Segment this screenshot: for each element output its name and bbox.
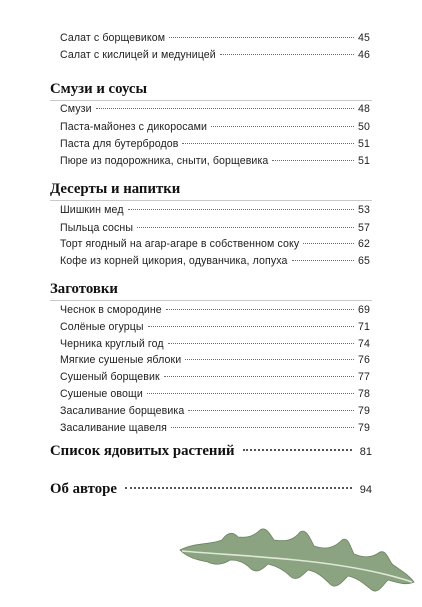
toc-entry — [60, 421, 370, 435]
toc-chapter-page: 94 — [359, 484, 372, 496]
toc-entry-title: Смузи — [60, 103, 92, 115]
section-heading: Десерты и напитки — [50, 181, 181, 197]
toc-chapter-entry — [50, 442, 372, 461]
dot-leader — [185, 359, 354, 360]
toc-entry — [60, 337, 370, 351]
toc-entry — [60, 237, 370, 251]
dot-leader — [128, 209, 354, 210]
dot-leader — [125, 487, 352, 489]
toc-entry-title: Шишкин мед — [60, 204, 124, 216]
dandelion-leaf-illustration — [176, 520, 416, 600]
toc-entry-page: 76 — [358, 354, 370, 366]
toc-entry — [60, 102, 370, 116]
dot-leader — [164, 376, 354, 377]
toc-chapter-page: 81 — [359, 446, 372, 458]
toc-entry-page: 46 — [358, 49, 370, 61]
toc-entry-page: 74 — [358, 338, 370, 350]
toc-entry — [60, 221, 370, 235]
toc-entry-page: 45 — [358, 32, 370, 44]
toc-entry-title: Торт ягодный на агар-агаре в собственном соку — [60, 238, 300, 250]
toc-entry-title: Салат с кислицей и медуницей — [60, 49, 216, 61]
dot-leader — [303, 243, 354, 244]
toc-entry-page: 53 — [358, 204, 370, 216]
section-heading: Смузи и соусы — [50, 81, 148, 97]
toc-entry — [60, 48, 370, 62]
toc-entry-title: Чеснок в смородине — [60, 304, 162, 316]
toc-chapter-title: Об авторе — [50, 481, 117, 497]
toc-entry — [60, 254, 370, 268]
dot-leader — [171, 427, 354, 428]
toc-entry-title: Пыльца сосны — [60, 222, 134, 234]
dot-leader — [137, 227, 354, 228]
dot-leader — [243, 449, 352, 451]
toc-chapter-entry — [50, 480, 372, 499]
toc-entry-title: Засаливание щавеля — [60, 422, 167, 434]
toc-chapter-title: Список ядовитых растений — [50, 443, 235, 459]
toc-entry — [60, 404, 370, 418]
toc-entry-page: 71 — [358, 321, 370, 333]
toc-entry-page: 77 — [358, 371, 370, 383]
toc-entry-title: Паста для бутербродов — [60, 138, 179, 150]
section-divider — [50, 200, 372, 201]
dot-leader — [168, 343, 354, 344]
toc-entry — [60, 120, 370, 134]
toc-entry — [60, 303, 370, 317]
toc-entry-title: Мягкие сушеные яблоки — [60, 354, 182, 366]
toc-entry-page: 57 — [358, 222, 370, 234]
section-divider — [50, 100, 372, 101]
toc-entry-page: 79 — [358, 422, 370, 434]
dot-leader — [148, 326, 354, 327]
toc-entry-title: Засаливание борщевика — [60, 405, 185, 417]
section-heading: Заготовки — [50, 281, 118, 297]
dot-leader — [220, 54, 354, 55]
dot-leader — [147, 393, 354, 394]
toc-entry — [60, 353, 370, 367]
toc-entry-page: 50 — [358, 121, 370, 133]
toc-entry-title: Паста-майонез с дикоросами — [60, 121, 208, 133]
toc-entry-page: 48 — [358, 103, 370, 115]
dot-leader — [188, 410, 354, 411]
toc-entry-title: Пюре из подорожника, сныти, борщевика — [60, 155, 269, 167]
dot-leader — [166, 309, 354, 310]
toc-entry-title: Сушеные овощи — [60, 388, 143, 400]
toc-entry-page: 65 — [358, 255, 370, 267]
toc-entry — [60, 370, 370, 384]
toc-entry — [60, 203, 370, 217]
section-divider — [50, 300, 372, 301]
dot-leader — [272, 160, 354, 161]
toc-entry-title: Черника круглый год — [60, 338, 164, 350]
dot-leader — [211, 126, 354, 127]
toc-entry-title: Солёные огурцы — [60, 321, 144, 333]
dot-leader — [96, 108, 354, 109]
toc-entry-page: 51 — [358, 155, 370, 167]
dot-leader — [292, 260, 355, 261]
toc-entry-page: 69 — [358, 304, 370, 316]
toc-entry-title: Салат с борщевиком — [60, 32, 166, 44]
toc-entry — [60, 31, 370, 45]
dot-leader — [169, 37, 354, 38]
toc-entry-page: 78 — [358, 388, 370, 400]
toc-entry — [60, 137, 370, 151]
dot-leader — [182, 143, 354, 144]
toc-entry — [60, 387, 370, 401]
toc-entry-page: 62 — [358, 238, 370, 250]
toc-entry — [60, 320, 370, 334]
toc-entry-title: Сушеный борщевик — [60, 371, 160, 383]
toc-entry — [60, 154, 370, 168]
toc-entry-page: 79 — [358, 405, 370, 417]
toc-entry-page: 51 — [358, 138, 370, 150]
toc-entry-title: Кофе из корней цикория, одуванчика, лопуха — [60, 255, 288, 267]
